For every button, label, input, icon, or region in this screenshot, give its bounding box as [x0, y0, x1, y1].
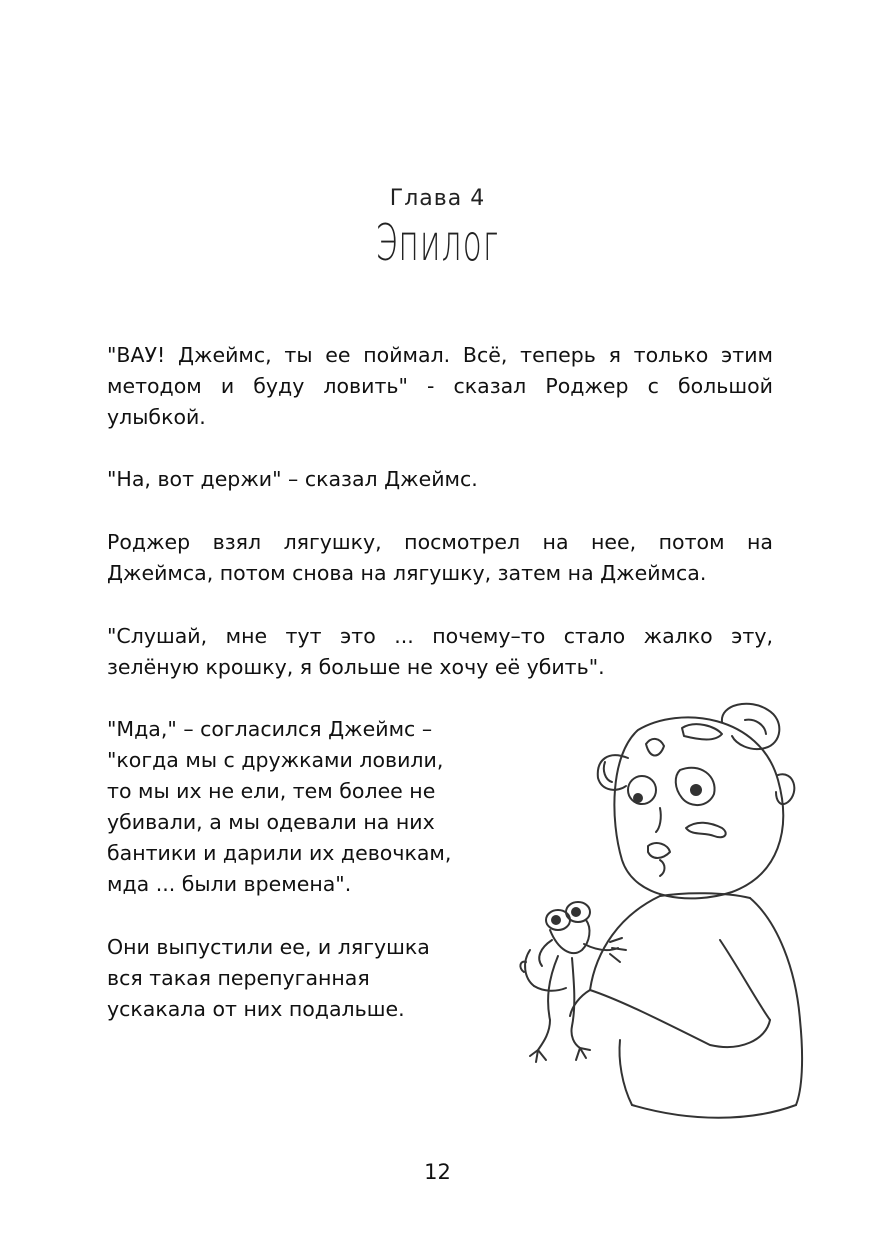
page-number: 12	[424, 1160, 451, 1184]
paragraph-5-line: "Мда," – согласился Джеймс –	[107, 717, 433, 741]
paragraph-5-line: то мы их не ели, тем более не	[107, 779, 436, 803]
paragraph-6-line: вся такая перепуганная	[107, 966, 370, 990]
chapter-title: Эпилог	[375, 214, 500, 272]
paragraph-5-line: мда ... были времена".	[107, 872, 352, 896]
paragraph-5-line: бантики и дарили их девочкам,	[107, 841, 452, 865]
paragraph-5-line: "когда мы с дружками ловили,	[107, 748, 444, 772]
paragraph-5-line: убивали, а мы одевали на них	[107, 810, 435, 834]
paragraph-1: "ВАУ! Джеймс, ты ее поймал. Всё, теперь я только этим методом и буду ловить" - сказал Роджер с большой улыбкой.	[107, 343, 773, 429]
paragraph-6-line: ускакала от них подальше.	[107, 997, 405, 1021]
paragraph-2: "На, вот держи" – сказал Джеймс.	[107, 467, 478, 491]
paragraph-6-line: Они выпустили ее, и лягушка	[107, 935, 430, 959]
chapter-label: Глава 4	[389, 186, 486, 211]
paragraph-5	[107, 714, 507, 900]
paragraph-3: Роджер взял лягушку, посмотрел на нее, потом на Джеймса, потом снова на лягушку, затем на Джеймса.	[107, 530, 773, 585]
old-man-holding-frog-sketch-icon	[510, 700, 810, 1130]
paragraph-4: "Слушай, мне тут это ... почему–то стало жалко эту, зелёную крошку, я больше не хочу её убить".	[107, 624, 773, 679]
paragraph-6	[107, 932, 507, 1025]
